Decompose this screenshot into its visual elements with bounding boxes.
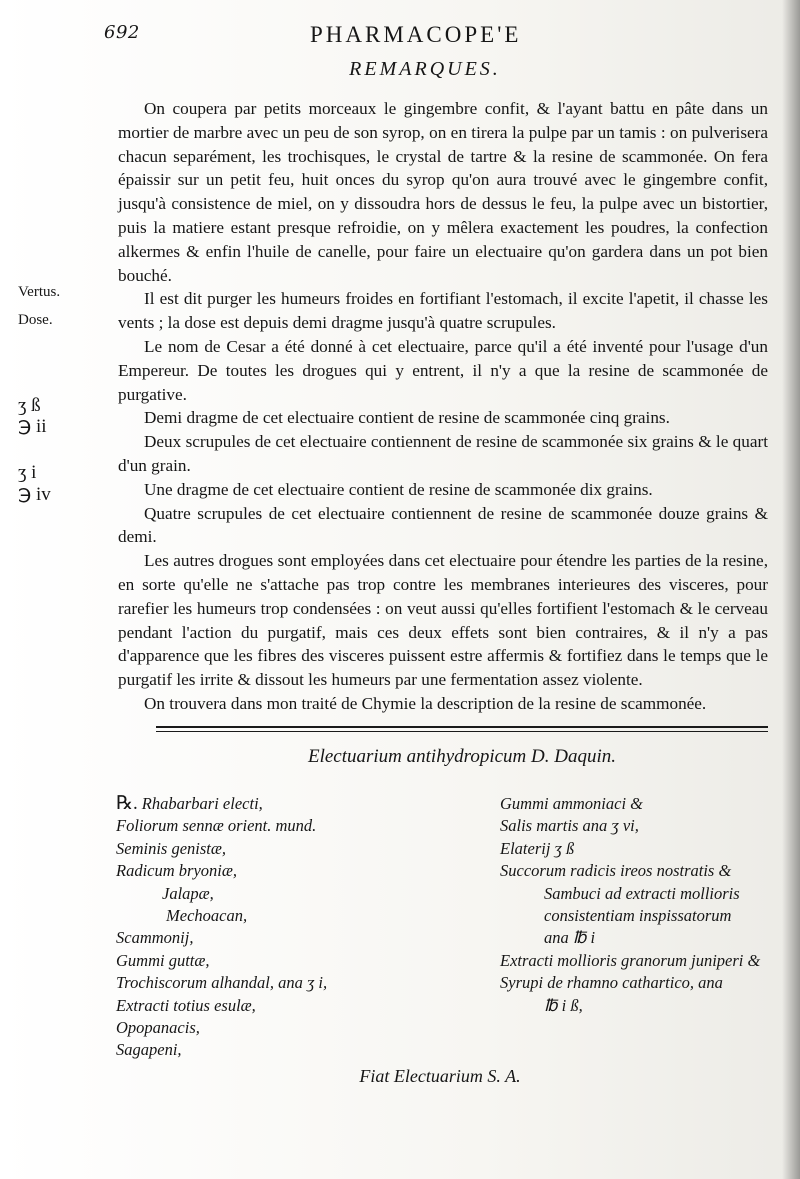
ingredient-line: Opopanacis, <box>116 1018 200 1038</box>
margin-symbol-two-scruples: ℈ ii <box>18 416 47 437</box>
ingredient-line: Trochiscorum alhandal, ana ʒ i, <box>116 973 328 993</box>
paragraph-virtues: Il est dit purger les humeurs froides en fortifiant l'estomach, il excite l'apetit, il chasse les vents ; la dose est depuis demi dragme jusqu'à quatre scrupules. <box>118 289 768 333</box>
paragraph-dose-four-scruples: Quatre scrupules de cet electuaire contiennent de resine de scammonée douze grains & demi. <box>118 503 768 547</box>
ingredient-line: Extracti totius esulæ, <box>116 995 256 1015</box>
section-rule-thick <box>156 726 768 728</box>
ingredient-line: Sambuci ad extracti mollioris <box>544 883 740 903</box>
page-number: 692 <box>104 22 140 43</box>
recipe-closing: Fiat Electuarium S. A. <box>359 1066 521 1086</box>
margin-symbol-four-scruples: ℈ iv <box>18 484 51 505</box>
ingredient-line: Extracti mollioris granorum juniperi & <box>500 950 761 970</box>
ingredient-line: Syrupi de rhamno cathartico, ana <box>500 973 723 993</box>
page-header <box>0 18 800 52</box>
margin-symbol-half-dram: ʒ ß <box>18 395 41 416</box>
paragraph-reference: On trouvera dans mon traité de Chymie la description de la resine de scammonée. <box>144 693 707 713</box>
margin-note-vertus: Vertus. <box>18 284 61 300</box>
margin-symbol-one-dram: ʒ i <box>18 462 37 483</box>
page-edge-shadow <box>782 0 800 1179</box>
ingredient-line: Salis martis ana ʒ vi, <box>500 816 639 836</box>
ingredient-line: Mechoacan, <box>166 906 248 926</box>
running-head: PHARMACOPE'E <box>310 22 522 47</box>
ingredient-line: consistentiam inspissatorum <box>544 906 732 926</box>
paragraph-name: Le nom de Cesar a été donné à cet electuaire, parce qu'il a été inventé pour l'usage d'un Empereur. De toutes les drogues qui y entrent, il n'y a que la resine de scammonée de purgative. <box>118 336 768 404</box>
paragraph-dose-one-dram: Une dragme de cet electuaire contient de resine de scammonée dix grains. <box>144 479 653 499</box>
ingredient-line: Succorum radicis ireos nostratis & <box>500 861 732 881</box>
ingredient-line: ℔ i ß, <box>544 995 583 1015</box>
margin-note-dose: Dose. <box>18 312 53 328</box>
ingredient-text: Rhabarbari electi, <box>141 794 263 813</box>
ingredient-line: Jalapæ, <box>162 883 214 903</box>
ingredient-line: Gummi ammoniaci & <box>500 794 643 813</box>
paragraph-dose-two-scruples: Deux scrupules de cet electuaire contiennent de resine de scammonée six grains & le quart d'un grain. <box>118 432 768 475</box>
paragraph-other-drugs: Les autres drogues sont employées dans cet electuaire pour étendre les parties de la resine, en sorte qu'elle ne s'attache pas trop contre les membranes interieures des visceres, pour rarefier les humeurs trop condensées : on veut aussi qu'elles fortifient l'estomach & le cerveau pendant l'action du purgatif, mais ces deux effets sont bien contraires, & il n'y a pas d'apparence que les fibres des visceres puissent estre affermis & fortifiez dans le temps que le purgatif les irrite & dissout les humeurs par une fermentation assez violente. <box>118 551 768 690</box>
section-title: REMARQUES. <box>349 58 501 80</box>
recipe-symbol: ℞. <box>116 793 138 814</box>
remarks-body <box>118 97 768 716</box>
ingredient-line: Foliorum sennæ orient. mund. <box>116 816 317 836</box>
ingredient-line: Radicum bryoniæ, <box>116 861 237 881</box>
ingredient-line: Gummi guttæ, <box>116 950 210 970</box>
ingredient-line: Scammonij, <box>116 928 194 948</box>
ingredient-line: ana ℔ i <box>544 928 596 948</box>
ingredient-line <box>116 793 486 815</box>
ingredient-line: Elaterij ʒ ß <box>500 838 575 858</box>
recipe-title: Electuarium antihydropicum D. Daquin. <box>307 746 616 767</box>
recipe-left-column <box>116 793 486 1062</box>
section-rule-thin <box>156 731 768 732</box>
ingredient-line: Sagapeni, <box>116 1040 182 1060</box>
recipe-right-column <box>500 793 780 1017</box>
ingredient-line: Seminis genistæ, <box>116 838 226 858</box>
paragraph-dose-half-dram: Demi dragme de cet electuaire contient de resine de scammonée cinq grains. <box>144 408 670 428</box>
paragraph-preparation: On coupera par petits morceaux le gingembre confit, & l'ayant battu en pâte dans un mortier de marbre avec un peu de son syrop, on en tirera la pulpe par un tamis : on pulverisera chacun separément, les trochisques, le crystal de tartre & la resine de scammonée. On fera épaissir sur un petit feu, huit onces du syrop qu'on aura trouvé avec le gingembre confit, jusqu'à consistence de miel, on y dissoudra hors de dessus le feu, la pulpe avec un bistortier, puis la matiere estant presque refroidie, on y mêlera exactement les poudres, la confection alkermes & enfin l'huile de canelle, pour faire un electuaire qu'on gardera dans un pot bien bouché. <box>118 99 768 285</box>
